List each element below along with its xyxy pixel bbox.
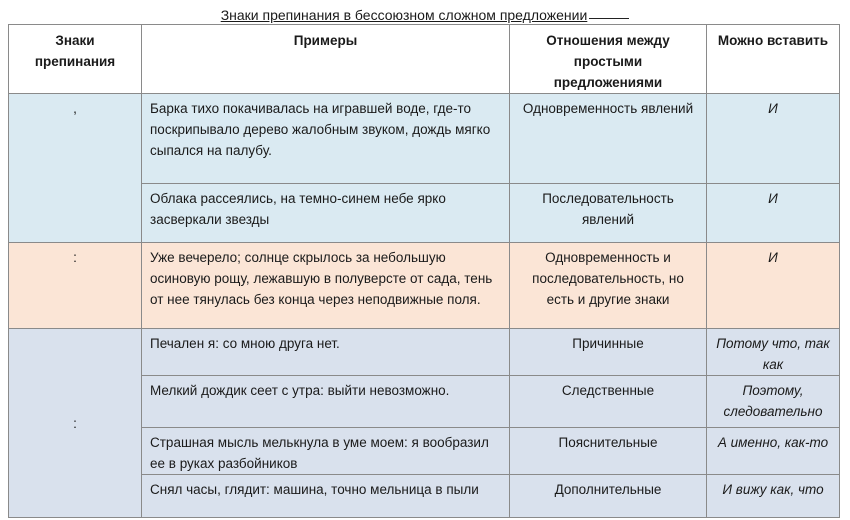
relation-cell: Следственные — [510, 376, 707, 428]
title-underline — [589, 18, 629, 19]
relation-cell: Одновременность и последовательность, но есть и другие знаки — [510, 243, 707, 329]
sign-cell: : — [9, 243, 142, 329]
sign-cell: , — [9, 94, 142, 243]
insert-cell: И — [707, 184, 840, 243]
table-row — [9, 243, 840, 329]
relation-cell: Последовательность явлений — [510, 184, 707, 243]
insert-cell: Поэтому, следовательно — [707, 376, 840, 428]
header-insert: Можно вставить — [707, 25, 840, 94]
title-text: Знаки препинания в бессоюзном сложном предложении — [220, 7, 588, 23]
example-cell: Страшная мысль мелькнула в уме моем: я вообразил ее в руках разбойников — [142, 428, 510, 475]
sign-cell: : — [9, 329, 142, 518]
relation-cell: Причинные — [510, 329, 707, 376]
insert-cell: Потому что, так как — [707, 329, 840, 376]
insert-cell: И вижу как, что — [707, 475, 840, 518]
insert-cell: И — [707, 94, 840, 184]
page-title — [0, 7, 850, 23]
relation-cell: Дополнительные — [510, 475, 707, 518]
example-cell: Печален я: со мною друга нет. — [142, 329, 510, 376]
header-row — [9, 25, 840, 94]
table-row — [9, 94, 840, 184]
insert-cell: А именно, как-то — [707, 428, 840, 475]
header-examples: Примеры — [142, 25, 510, 94]
punctuation-table — [8, 24, 840, 518]
example-cell: Снял часы, глядит: машина, точно мельница в пыли — [142, 475, 510, 518]
example-cell: Барка тихо покачивалась на игравшей воде, где-то поскрипывало дерево жалобным звуком, дождь мягко сыпался на палубу. — [142, 94, 510, 184]
table-row — [9, 329, 840, 376]
insert-cell: И — [707, 243, 840, 329]
example-cell: Облака рассеялись, на темно-синем небе ярко засверкали звезды — [142, 184, 510, 243]
example-cell: Уже вечерело; солнце скрылось за небольшую осиновую рощу, лежавшую в полуверсте от сада, тень от нее тянулась без конца через неподвижные поля. — [142, 243, 510, 329]
relation-cell: Одновременность явлений — [510, 94, 707, 184]
example-cell: Мелкий дождик сеет с утра: выйти невозможно. — [142, 376, 510, 428]
header-relations: Отношения между простыми предложениями — [510, 25, 707, 94]
relation-cell: Пояснительные — [510, 428, 707, 475]
header-signs: Знаки препинания — [9, 25, 142, 94]
